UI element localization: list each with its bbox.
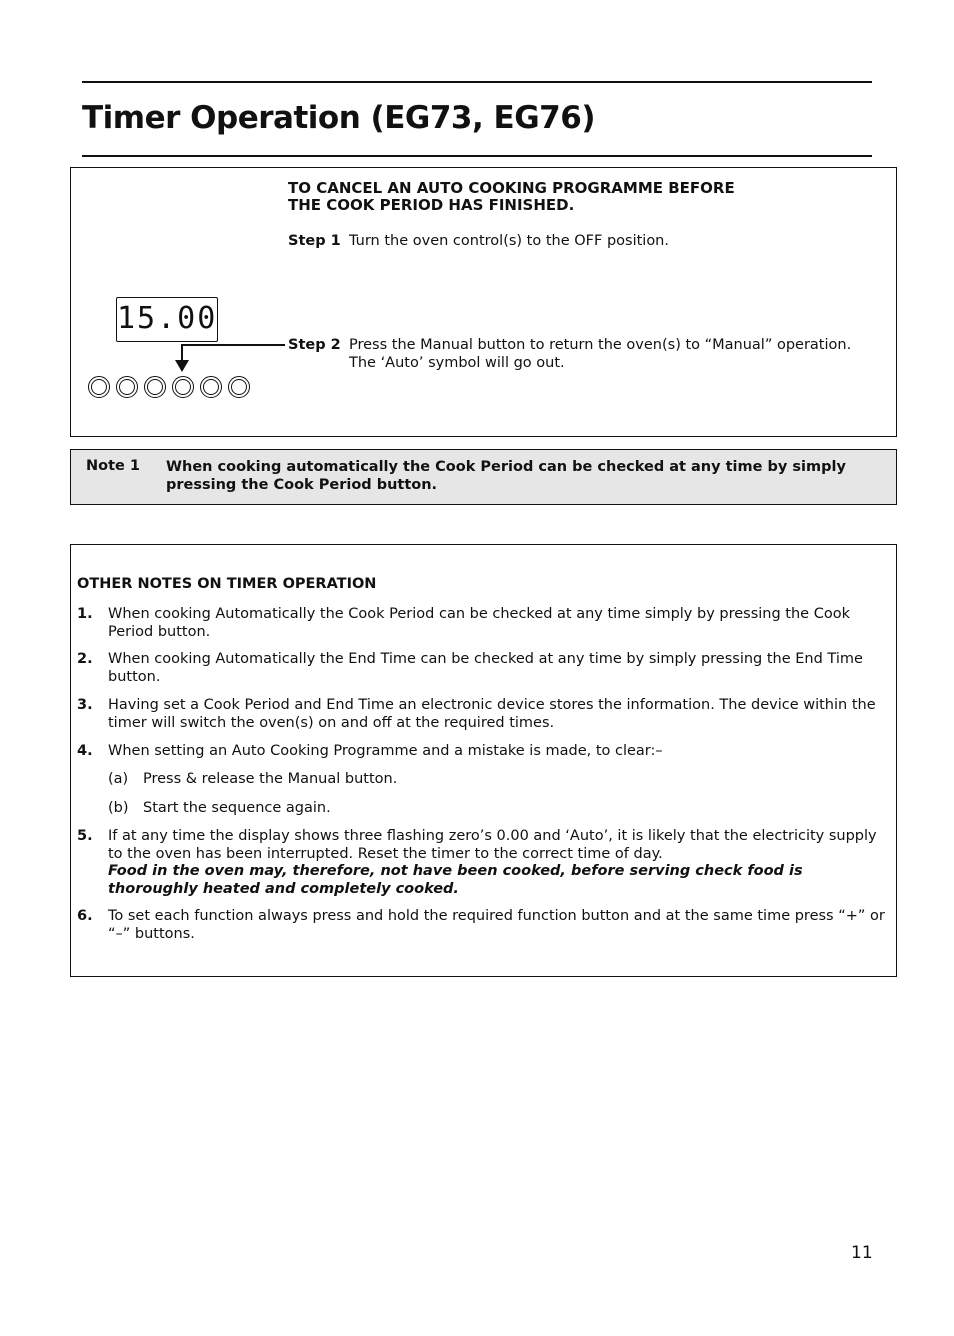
step-label: Step 2 (288, 337, 341, 353)
timer-button-6[interactable] (228, 376, 250, 398)
item-text (108, 828, 888, 898)
step-text-line2: The ‘Auto’ symbol will go out. (349, 355, 565, 371)
top-rule (82, 81, 872, 83)
timer-button-2[interactable] (116, 376, 138, 398)
item-number: 1. (77, 606, 93, 622)
item-number: 4. (77, 743, 93, 759)
other-notes-section (70, 544, 897, 977)
item-number: 5. (77, 828, 93, 844)
sub-item-number: (b) (108, 800, 129, 816)
cancel-programme-section (70, 167, 897, 437)
sub-item-text: Start the sequence again. (143, 800, 331, 816)
pointer-line (181, 344, 285, 346)
step-text: Turn the oven control(s) to the OFF position. (349, 233, 669, 249)
step-text (349, 336, 879, 372)
item-text: To set each function always press and hold the required function button and at the same time press “+” or “–” buttons. (108, 908, 885, 942)
item-text: When setting an Auto Cooking Programme and a mistake is made, to clear:– (108, 743, 663, 759)
item-text-main: If at any time the display shows three flashing zero’s 0.00 and ‘Auto’, it is likely that the electricity supply to the oven has been interrupted. Reset the timer to the correct time of day. (108, 828, 877, 862)
arrow-down-icon (175, 360, 189, 372)
step-label: Step 1 (288, 233, 341, 249)
item-number: 2. (77, 651, 93, 667)
item-text: When cooking Automatically the Cook Period can be checked at any time simply by pressing the Cook Period button. (108, 606, 850, 640)
item-text: When cooking Automatically the End Time can be checked at any time by simply pressing the End Time button. (108, 651, 863, 685)
sub-item-number: (a) (108, 771, 129, 787)
page-title: Timer Operation (EG73, EG76) (82, 100, 595, 136)
cancel-heading (288, 180, 735, 214)
manual-button[interactable] (172, 376, 194, 398)
page-number: 11 (851, 1243, 873, 1263)
item-number: 6. (77, 908, 93, 924)
step-text-line1: Press the Manual button to return the oven(s) to “Manual” operation. (349, 337, 852, 353)
timer-button-5[interactable] (200, 376, 222, 398)
note-label: Note 1 (86, 458, 140, 474)
other-notes-heading: OTHER NOTES ON TIMER OPERATION (77, 576, 377, 592)
item-text: Having set a Cook Period and End Time an electronic device stores the information. The device within the timer will switch the oven(s) on and off at the required times. (108, 697, 876, 731)
timer-display: 15.00 (116, 297, 218, 342)
item-number: 3. (77, 697, 93, 713)
timer-button-3[interactable] (144, 376, 166, 398)
note-text: When cooking automatically the Cook Period can be checked at any time by simply pressing the Cook Period button. (166, 459, 846, 493)
timer-button-1[interactable] (88, 376, 110, 398)
sub-item-text: Press & release the Manual button. (143, 771, 398, 787)
cancel-heading-line2: THE COOK PERIOD HAS FINISHED. (288, 196, 575, 214)
cancel-heading-line1: TO CANCEL AN AUTO COOKING PROGRAMME BEFORE (288, 179, 735, 197)
item-warning: Food in the oven may, therefore, not have been cooked, before serving check food is thoroughly heated and completely cooked. (108, 863, 803, 897)
title-underline (82, 155, 872, 157)
note-section (70, 449, 897, 505)
